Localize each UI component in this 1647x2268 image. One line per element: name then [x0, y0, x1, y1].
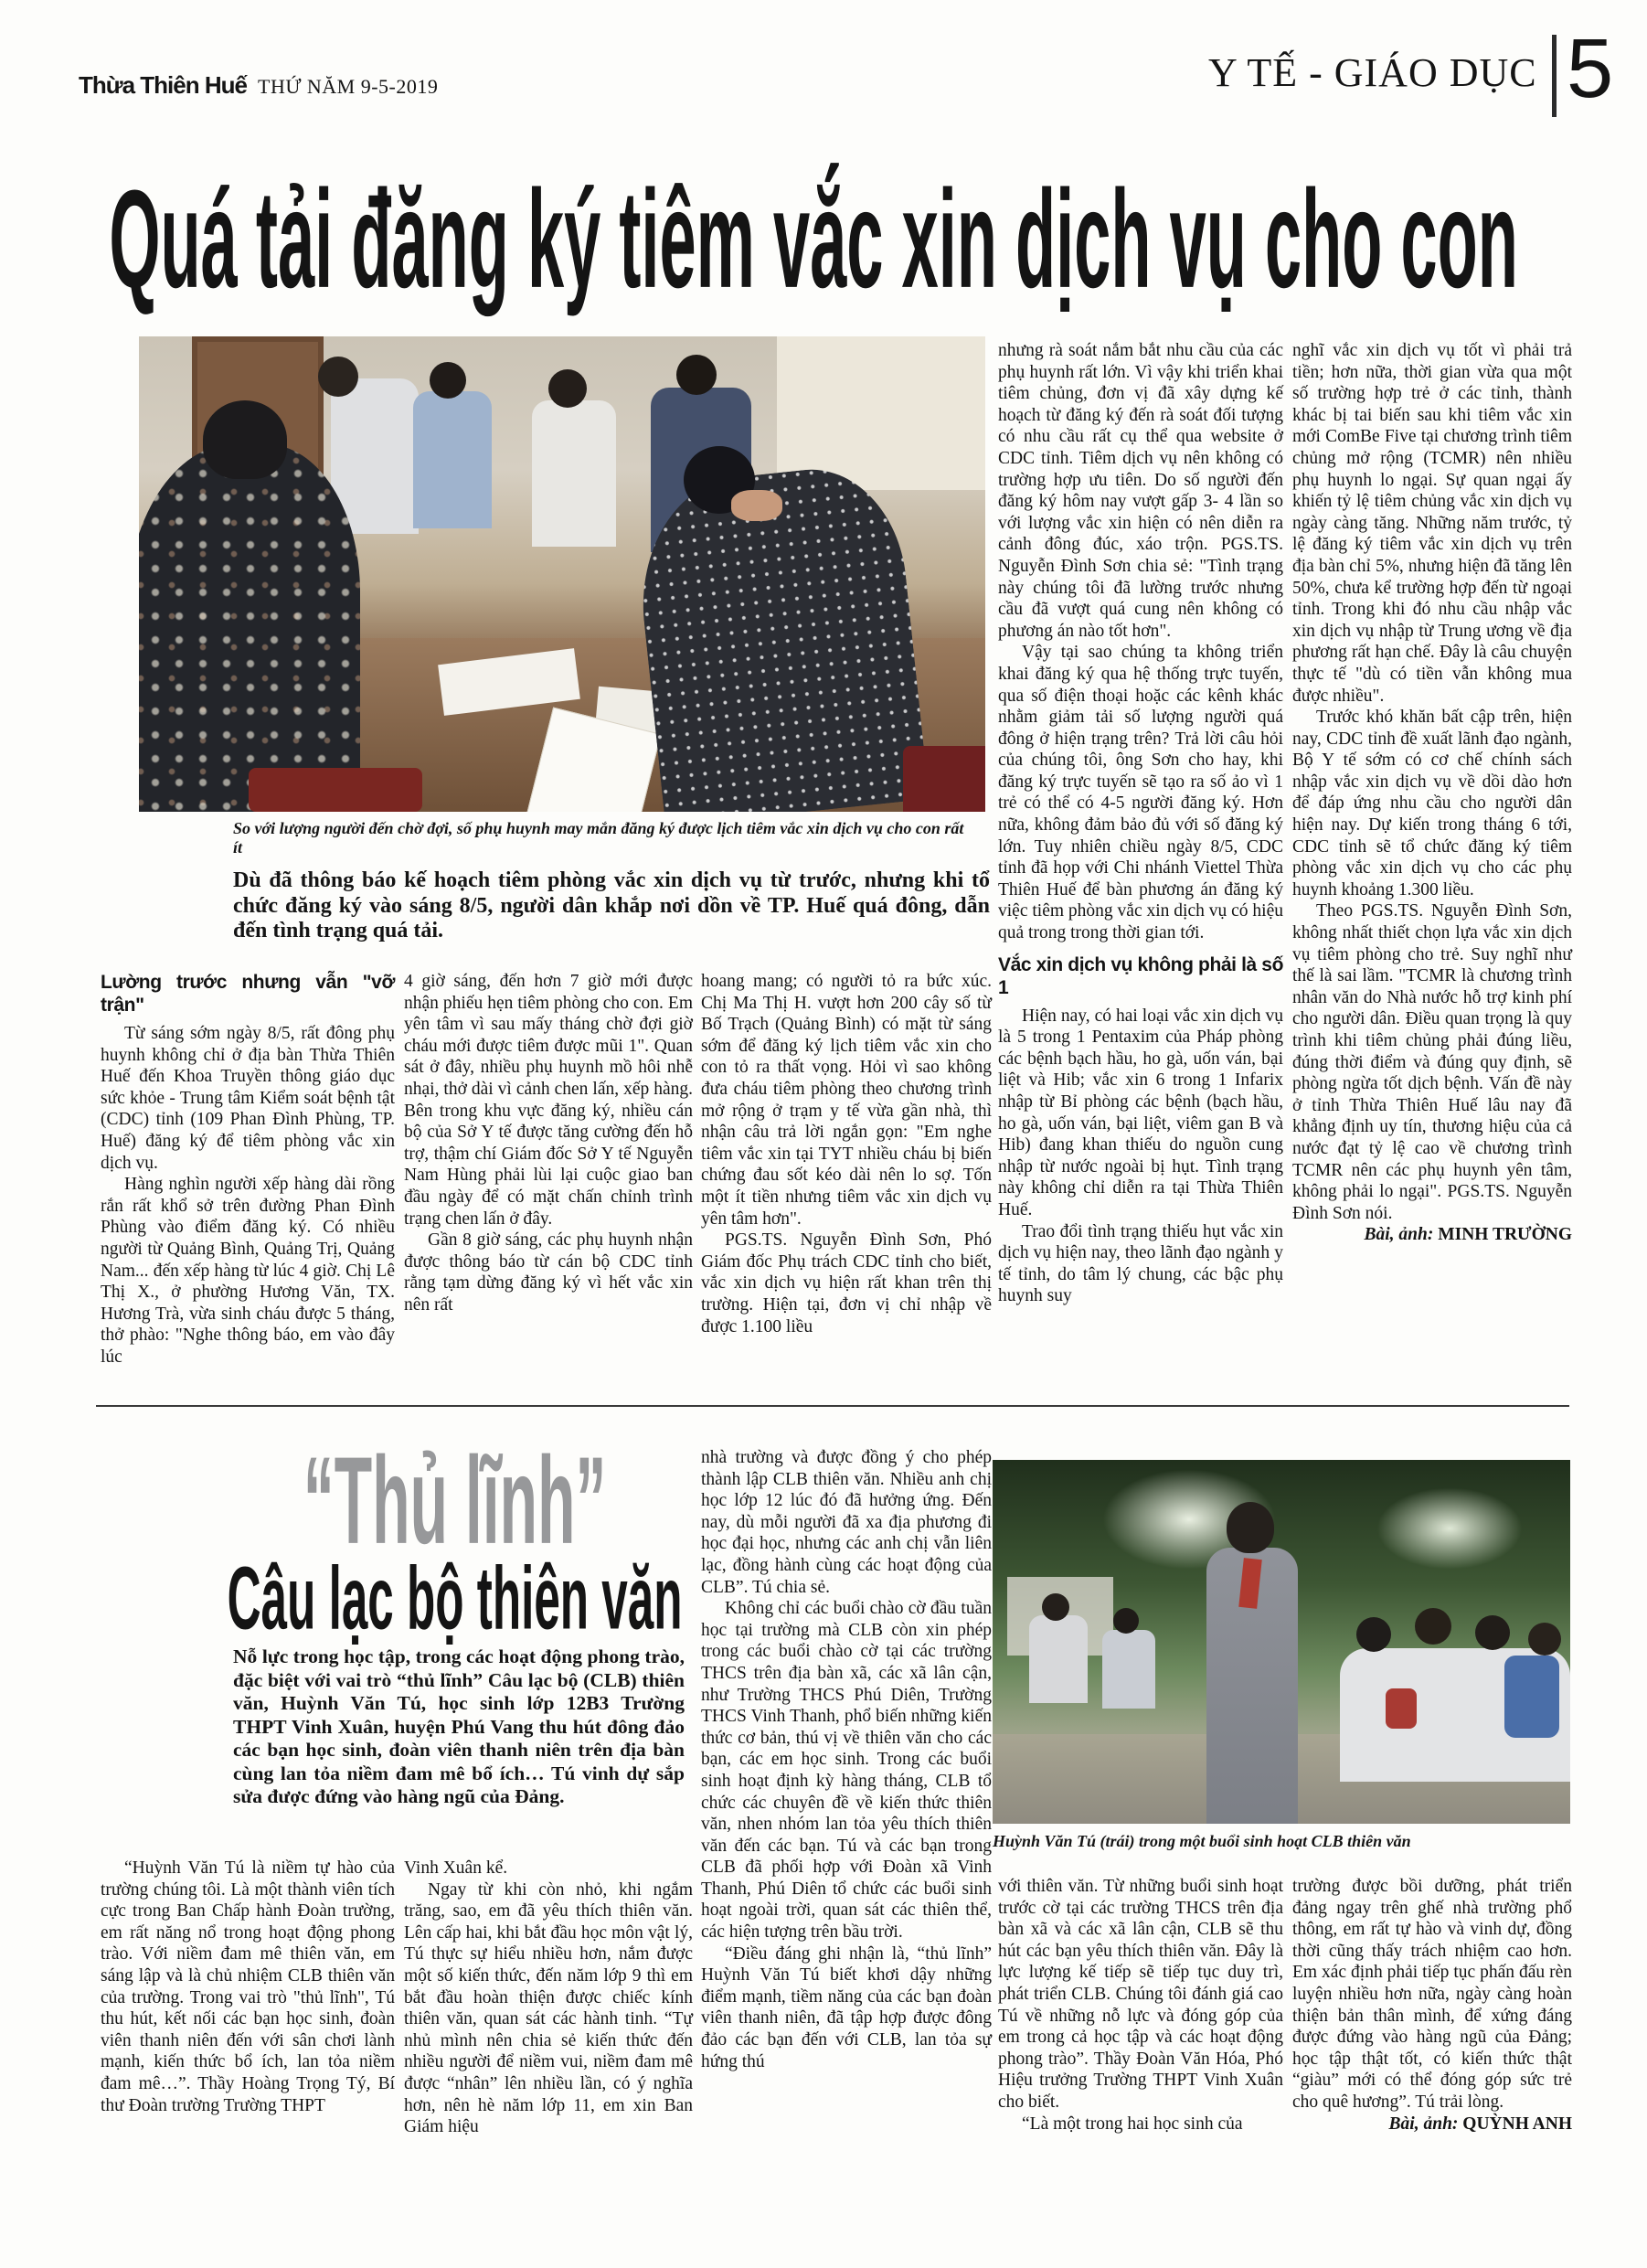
- byline-label: Bài, ảnh:: [1364, 1225, 1434, 1245]
- article1-column-5: [1292, 340, 1572, 1391]
- photo1-head: [430, 362, 466, 399]
- article-paragraph: nhưng rà soát nắm bắt nhu cầu của các phụ huynh rất lớn. Vì vậy khi triển khai tiêm chủng, đơn vị đã xây dựng kế hoạch từ đăng ký đến rà soát đối tượng có nhu cầu rất cụ thể qua website ở CDC tỉnh. Tiêm dịch vụ nên không có trường hợp ưu tiên. Do số người đến đăng ký hôm nay vượt gấp 3- 4 lần so với lượng vắc xin hiện có nên diễn ra cảnh đông đúc, xáo trộn. PGS.TS. Nguyễn Đình Sơn chia sẻ: "Tình trạng này chúng tôi đã lường trước nhưng cầu đã vượt quá cung nên không có phương án nào tốt hơn".: [998, 341, 1283, 641]
- article2-column-2: [404, 1858, 693, 2173]
- article2-photo: [993, 1460, 1570, 1824]
- photo1-head: [676, 355, 717, 395]
- article-paragraph: Trước khó khăn bất cập trên, hiện nay, CDC tỉnh đề xuất lãnh đạo ngành, Bộ Y tế sớm có cơ chế chính sách nhập vắc xin dịch vụ về dồi dào hơn để đáp ứng nhu cầu cho người dân hiện nay. Dự kiến trong tháng 6 tới, CDC tỉnh sẽ tổ chức đăng ký tiêm phòng vắc xin dịch vụ cho các phụ huynh khoảng 1.300 liều.: [1292, 708, 1572, 900]
- byline-author: QUỲNH ANH: [1462, 2114, 1572, 2134]
- article-paragraph: PGS.TS. Nguyễn Đình Sơn, Phó Giám đốc Phụ trách CDC tỉnh cho biết, vắc xin dịch vụ hiện rất khan trên thị trường. Hiện tại, đơn vị chỉ nhập về được 1.100 liều: [701, 1230, 992, 1336]
- article1-lead: Dù đã thông báo kế hoạch tiêm phòng vắc xin dịch vụ từ trước, nhưng khi tổ chức đăng ký vào sáng 8/5, người dân khắp nơi dồn về TP. Huế quá đông, dẫn đến tình trạng quá tải.: [233, 868, 990, 942]
- article2-column-4: [998, 1876, 1283, 2177]
- photo1-red-chair: [903, 746, 985, 812]
- article-paragraph: Từ sáng sớm ngày 8/5, rất đông phụ huynh không chỉ ở địa bàn Thừa Thiên Huế đến Khoa Truyền thông giáo dục sức khỏe - Trung tâm Kiểm soát bệnh tật (CDC) tỉnh (109 Phan Đình Phùng, TP. Huế) đăng ký để tiêm phòng vắc xin dịch vụ.: [101, 1024, 395, 1173]
- photo2-head: [1528, 1623, 1561, 1656]
- article-paragraph: Vậy tại sao chúng ta không triển khai đăng ký qua hệ thống trực tuyến, qua số điện thoại hoặc các kênh khác nhằm giảm tải số lượng người quá đông ở hiện trạng trên? Trả lời câu hỏi của chúng tôi, ông Sơn cho hay, khi đăng ký trực tuyến sẽ tạo ra số ảo vì 1 trẻ có thể có 4-5 người đăng ký. Hơn nữa, không đảm bảo đủ với số đăng ký lớn. Tuy nhiên chiều ngày 8/5, CDC tỉnh đã họp với Chi nhánh Viettel Thừa Thiên Huế để bàn phương án đăng ký việc tiêm phòng vắc xin dịch vụ có hiệu quả trong trong thời gian tới.: [998, 643, 1283, 943]
- photo2-blue-backpack: [1504, 1656, 1559, 1738]
- article1-photo-caption: So với lượng người đến chờ đợi, số phụ huynh may mắn đăng ký được lịch tiêm vắc xin dịch vụ cho con rất ít: [233, 819, 964, 857]
- photo2-red-bag: [1386, 1688, 1417, 1729]
- article-paragraph: với thiên văn. Từ những buổi sinh hoạt trước cờ tại các trường THCS trên địa bàn xã và các xã lân cận, CLB sẽ thu hút các bạn yêu thích thiên văn. Đây là lực lượng kế tiếp sẽ tiếp tục duy trì, phát triển CLB. Chúng tôi đánh giá cao Tú về những nỗ lực và đóng góp của em trong cả học tập và các hoạt động phong trào”. Thầy Đoàn Văn Hóa, Phó Hiệu trưởng Trường THPT Vinh Xuân cho biết.: [998, 1877, 1283, 2112]
- article-paragraph: nghĩ vắc xin dịch vụ tốt vì phải trả tiền; hơn nữa, thời gian vừa qua một số trường hợp trẻ ở các tỉnh, thành khác bị tai biến sau khi tiêm vắc xin mới ComBe Five tại chương trình tiêm chủng mở rộng (TCMR) nên nhiều phụ huynh lo ngại. Sự quan ngại ấy khiến tỷ lệ tiêm chủng vắc xin dịch vụ ngày càng tăng. Những năm trước, tỷ lệ đăng ký tiêm vắc xin dịch vụ trên địa bàn chỉ 5%, nhưng hiện đã tăng lên 50%, chưa kể trường hợp đến từ ngoại tỉnh. Trong khi đó nhu cầu nhập vắc xin dịch vụ nhập từ Trung ương về địa phương rất hạn chế. Đây là câu chuyện thực tế "dù có tiền vẫn không mua được nhiều".: [1292, 341, 1572, 706]
- article-paragraph: “Là một trong hai học sinh của: [1022, 2114, 1243, 2134]
- photo2-head: [1042, 1593, 1069, 1621]
- article-paragraph: Ngay từ khi còn nhỏ, khi ngắm trăng, sao, em đã yêu thích thiên văn. Lên cấp hai, khi bắt đầu học môn vật lý, Tú thực sự hiểu nhiều hơn, nắm được một số kiến thức, đến năm lớp 9 thì em bắt đầu hoàn thiện được chiếc kính thiên văn, quan sát các hành tinh. “Tự nhủ mình nên chia sẻ kiến thức đến nhiều người để niềm vui, niềm đam mê được “nhân” lên nhiều lần, có ý nghĩa hơn, nên hè năm lớp 11, em xin Ban Giám hiệu: [404, 1879, 693, 2137]
- byline-label: Bài, ảnh:: [1388, 2114, 1459, 2134]
- article2-photo-caption: Huỳnh Văn Tú (trái) trong một buổi sinh hoạt CLB thiên văn: [993, 1832, 1411, 1850]
- page-number: 5: [1567, 22, 1614, 115]
- article1-column-2: [404, 971, 693, 1393]
- photo1-window: [777, 336, 985, 490]
- byline-author: MINH TRƯỜNG: [1438, 1225, 1572, 1245]
- photo1-red-chair: [249, 768, 422, 812]
- article1-byline: [1292, 1224, 1572, 1246]
- article2-column-5: [1292, 1876, 1572, 2177]
- article-paragraph: Hàng nghìn người xếp hàng dài rồng rắn rất khổ sở trên đường Phan Đình Phùng vào điểm đăng ký. Có nhiều người từ Quảng Bình, Quảng Trị, Quảng Nam... đến xếp hàng từ lúc 4 giờ. Chị Lê Thị X., ở phường Hương Văn, TX. Hương Trà, vừa sinh cháu được 5 tháng, thở phào: "Nghe thông báo, em vào đây lúc: [101, 1175, 395, 1367]
- section-title: Y TẾ - GIÁO DỤC: [1208, 50, 1537, 95]
- article-paragraph: Theo PGS.TS. Nguyễn Đình Sơn, không nhất thiết chọn lựa vắc xin dịch vụ tiêm phòng cho trẻ. Suy nghĩ như thế là sai lầm. "TCMR là chương trình nhân văn do Nhà nước hỗ trợ kinh phí cho người dân. Điều quan trọng là quy trình khi tiêm chủng phải đúng liều, đúng thời điểm và đúng quy định, sẽ phòng ngừa tốt dịch bệnh. Vấn đề này ở tỉnh Thừa Thiên Huế lâu nay đã khẳng định uy tín, thương hiệu của cả nước đạt tỷ lệ cao về chương trình TCMR nên các phụ huynh yên tâm, không phải lo ngại". PGS.TS. Nguyễn Đình Sơn nói.: [1292, 901, 1572, 1223]
- photo2-head: [1415, 1608, 1451, 1645]
- photo2-student-left: [1029, 1615, 1088, 1703]
- article-paragraph: Không chỉ các buổi chào cờ đầu tuần học tại trường mà CLB còn xin phép trong các buổi chào cờ tại các trường THCS trên địa bàn xã, các xã lân cận, như Trường THCS Phú Diên, Trường THCS Vinh Thanh, phổ biến những kiến thức cơ bản, thú vị về thiên văn cho các bạn, các em học sinh. Trong các buổi sinh hoạt định kỳ hàng tháng, CLB tổ chức các chuyên đề về kiến thức thiên văn, nhen nhóm lan tỏa yêu thích thiên văn đến các bạn. Tú và các bạn trong CLB đã phối hợp với Đoàn xã Vinh Thanh, Phú Diên tổ chức các buổi sinh hoạt ngoài trời, quan sát các thiên thể, các hiện tượng trên bầu trời.: [701, 1599, 992, 1943]
- photo1-person-blue: [413, 391, 492, 528]
- photo2-head: [1475, 1615, 1510, 1650]
- article2-column-1: [101, 1858, 395, 2173]
- article-paragraph: Trao đổi tình trạng thiếu hụt vắc xin dịch vụ hiện nay, theo lãnh đạo ngành y tế tỉnh, do tâm lý chung, các bậc phụ huynh suy: [998, 1221, 1283, 1306]
- article2-column-middle: [701, 1447, 992, 2169]
- article1-headline: Quá tải đăng ký tiêm vắc xin dịch vụ cho con: [109, 161, 1518, 317]
- photo1-head-bun: [203, 400, 287, 479]
- article-paragraph: 4 giờ sáng, đến hơn 7 giờ mới được nhận phiếu hẹn tiêm phòng cho con. Em yên tâm vì sau mấy tháng chờ đợi giờ cháu mới được tiêm được mũi 1". Quan sát ở đây, nhiều phụ huynh mồ hôi nhễ nhại, thở dài vì cảnh chen lấn, xếp hàng. Bên trong khu vực đăng ký, nhiều cán bộ của Sở Y tế được tăng cường đến hỗ trợ, thậm chí Giám đốc Sở Y tế Nguyễn Nam Hùng phải lùi lại cuộc giao ban đầu ngày để có mặt chấn chỉnh trình trạng chen lấn ở đây.: [404, 972, 693, 1229]
- photo1-face: [731, 490, 782, 521]
- article1-column-1: [101, 971, 395, 1393]
- photo2-sky-patch: [1376, 1487, 1523, 1570]
- article-paragraph: Vinh Xuân kể.: [404, 1858, 508, 1878]
- article1-column-4: [998, 340, 1283, 1391]
- photo2-tu-head: [1227, 1502, 1274, 1553]
- article2-headline: Câu lạc bộ thiên văn: [227, 1548, 683, 1648]
- article1-column-3: [701, 971, 992, 1393]
- article2-kicker: “Thủ lĩnh”: [303, 1432, 607, 1571]
- article-paragraph: hoang mang; có người tỏ ra bức xúc. Chị Ma Thị H. vượt hơn 200 cây số từ Bố Trạch (Quảng Bình) có mặt từ sáng sớm để đăng ký lịch tiêm vắc xin cho con tỏ ra thất vọng. Hỏi vì sao không đưa cháu tiêm phòng theo chương trình mở rộng ở trạm y tế vừa gần nhà, thì nhận câu trả lời ngắn gọn: "Em nghe tiêm vắc xin tại TYT nhiều cháu bị biến chứng đau sốt kéo dài nên lo sợ. Tốn một ít tiền nhưng tiêm vắc xin dịch vụ yên tâm hơn".: [701, 972, 992, 1229]
- dateline: THỨ NĂM 9-5-2019: [258, 75, 439, 98]
- photo1-person-white: [532, 400, 616, 547]
- page-number-divider: [1552, 35, 1557, 117]
- article-paragraph: Gần 8 giờ sáng, các phụ huynh nhận được thông báo từ cán bộ CDC tỉnh rằng tạm dừng đăng ký vì hết vắc xin nên rất: [404, 1230, 693, 1315]
- photo2-head: [1356, 1617, 1391, 1652]
- photo1-person-floral-foreground: [139, 444, 360, 812]
- article1-subhead-1: Lường trước nhưng vẫn "vỡ trận": [101, 972, 395, 1016]
- article-paragraph: Hiện nay, có hai loại vắc xin dịch vụ là 5 trong 1 Pentaxim của Pháp phòng các bệnh bạch hầu, ho gà, uốn ván, bại liệt và Hib; vắc xin 6 trong 1 Infarix nhập từ Bỉ phòng các bệnh (bạch hầu, ho gà, uốn ván, bại liệt, viêm gan B và Hib) đang khan thiếu do nguồn cung nhập từ nước ngoài bị hụt. Tình trạng này không chỉ diễn ra tại Thừa Thiên Huế.: [998, 1006, 1283, 1219]
- masthead-logo: Thừa Thiên Huế: [79, 71, 247, 99]
- article1-subhead-2: Vắc xin dịch vụ không phải là số 1: [998, 953, 1283, 998]
- article-paragraph: “Huỳnh Văn Tú là niềm tự hào của trường chúng tôi. Là một thành viên tích cực trong Ban Chấp hành Đoàn trường, em rất năng nổ trong hoạt động phong trào. Với niềm đam mê thiên văn, em sáng lập và là chủ nhiệm CLB thiên văn của trường. Trong vai trò "thủ lĩnh", Tú thu hút, kết nối các bạn học sinh, đoàn viên thanh niên đến với sân chơi lành mạnh, kiến thức bổ ích, lan tỏa niềm đam mê…”. Thầy Hoàng Trọng Tý, Bí thư Đoàn trường Trường THPT: [101, 1858, 395, 2115]
- photo1-head: [318, 357, 358, 397]
- article1-photo: [139, 336, 985, 812]
- photo2-head: [1113, 1608, 1139, 1634]
- article-separator-rule: [96, 1405, 1569, 1407]
- article-paragraph: trường được bồi dưỡng, phát triển đảng ngay trên ghế nhà trường phổ thông, em rất tự hào và vinh dự, đồng thời cũng thấy trách nhiệm cao hơn. Em xác định phải tiếp tục phấn đấu rèn luyện nhiều hơn nữa, ngày càng hoàn thiện bản thân mình, để xứng đáng được đứng vào hàng ngũ của Đảng; học tập thật tốt, có kiến thức thật “giàu” mới có thể đóng góp sức trẻ cho quê hương”. Tú trải lòng.: [1292, 1877, 1572, 2112]
- photo1-head: [548, 369, 587, 408]
- article-paragraph: nhà trường và được đồng ý cho phép thành lập CLB thiên văn. Nhiều anh chị học lớp 12 lúc đó đã hưởng ứng. Đến nay, dù mỗi người đã xa địa phương đi học đại học, nhưng các anh chị vẫn liên lạc, đồng hành cùng các hoạt động của CLB”. Tú chia sẻ.: [701, 1448, 992, 1597]
- article-paragraph: “Điều đáng ghi nhận là, “thủ lĩnh” Huỳnh Văn Tú biết khơi dậy những điểm mạnh, tiềm năng của các bạn đoàn viên thanh niên, đã tập hợp được đông đảo các bạn đến với CLB, lan tỏa sự hứng thú: [701, 1943, 992, 2071]
- article2-byline: [1292, 2114, 1572, 2135]
- article2-lead: Nỗ lực trong học tập, trong các hoạt động phong trào, đặc biệt với vai trò “thủ lĩnh” Câu lạc bộ (CLB) thiên văn, Huỳnh Văn Tú, học sinh lớp 12B3 Trường THPT Vinh Xuân, huyện Phú Vang thu hút đông đảo các bạn học sinh, đoàn viên thanh niên trên địa bàn cùng lan tỏa niềm đam mê bổ ích… Tú vinh dự sắp sửa được đứng vào hàng ngũ của Đảng.: [233, 1645, 685, 1807]
- photo2-student-left: [1102, 1630, 1155, 1709]
